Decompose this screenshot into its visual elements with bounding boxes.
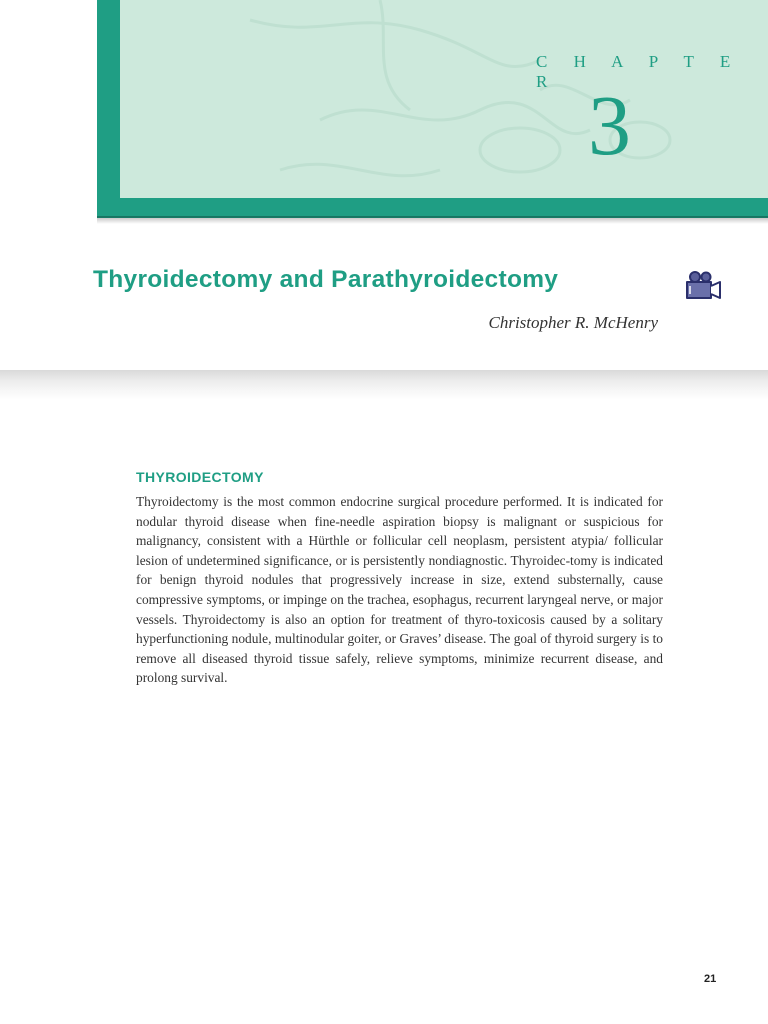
page-number: 21 [704,973,717,985]
author-name: Christopher R. McHenry [488,313,658,332]
section-heading: THYROIDECTOMY [136,469,264,485]
body-paragraph: Thyroidectomy is the most common endocrine surgical procedure performed. It is indicated for nodular thyroid disease when fine-needle aspiration biopsy is malignant or suspicious for malignancy, consistent with a Hürthle or follicular cell neoplasm, persistent atypia/ follicular lesion of undetermined significance, or is persistently nondiagnostic. Thyroidec-tomy is indicated for benign thyroid nodules that progressively increase in size, extend substernally, cause compressive symptoms, or impinge on the trachea, esophagus, recurrent laryngeal nerve, or major vessels. Thyroidectomy is also an option for treatment of thyro-toxicosis caused by a solitary hyperfunctioning nodule, multinodular goiter, or Graves’ disease. The goal of thyroid surgery is to remove all diseased thyroid tissue safely, relieve symptoms, minimize recurrent disease, and prolong survival. [136,494,663,686]
chapter-title: Thyroidectomy and Parathyroidectomy [93,266,559,293]
chapter-number: 3 [588,77,631,173]
anatomical-watermark [120,0,768,198]
section-divider [0,370,768,400]
video-camera-icon[interactable] [684,270,722,302]
chapter-header-panel [120,0,768,198]
chapter-label: C H A P T E R [536,52,742,91]
chapter-header-shadow [97,216,768,224]
